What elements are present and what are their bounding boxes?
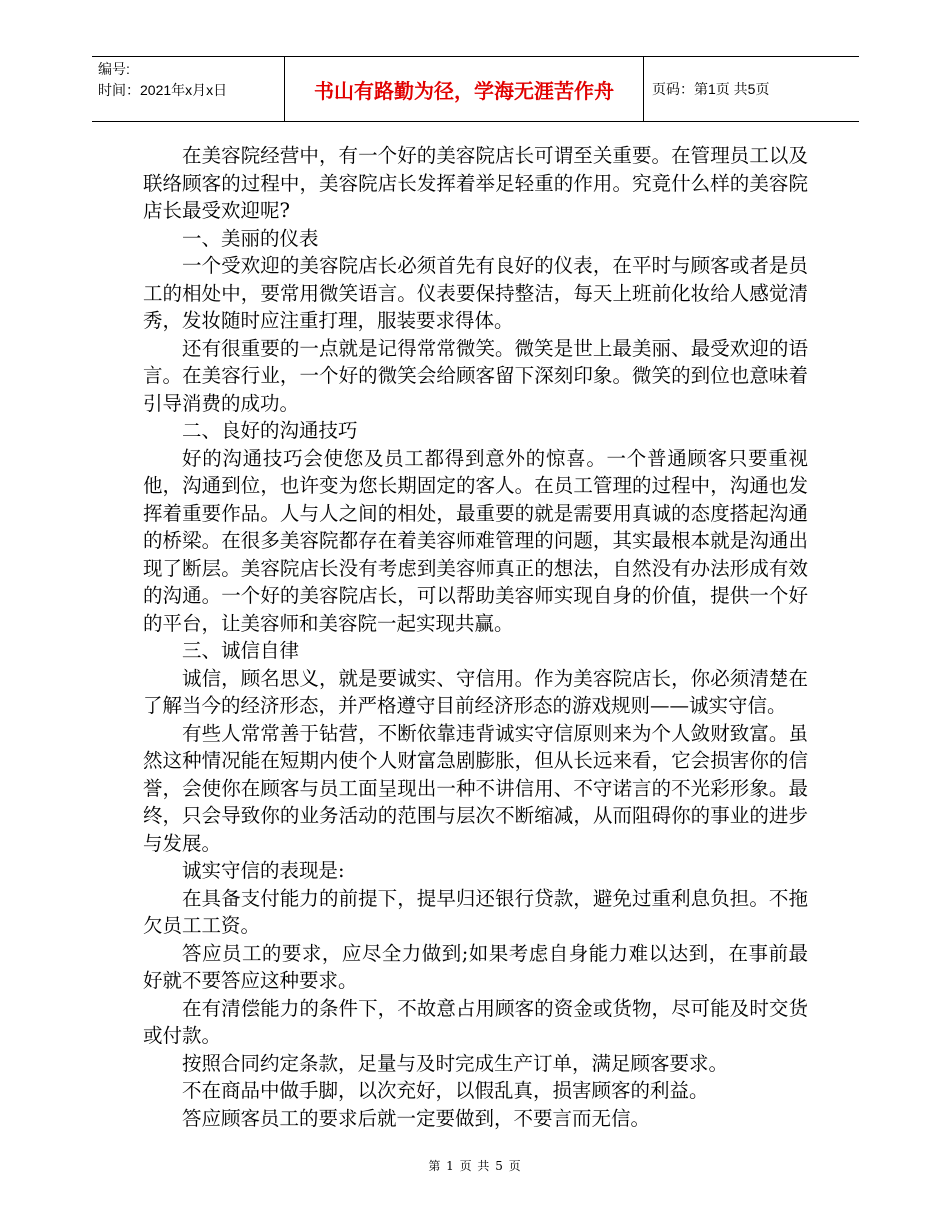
paragraph: 在具备支付能力的前提下，提早归还银行贷款，避免过重利息负担。不拖欠员工工资。 bbox=[143, 886, 808, 937]
section-heading: 一、美丽的仪表 bbox=[182, 226, 319, 250]
paragraph: 在美容院经营中，有一个好的美容院店长可谓至关重要。在管理员工以及联络顾客的过程中，美容院店长发挥着举足轻重的作用。究竟什么样的美容院店长最受欢迎呢? bbox=[143, 144, 808, 222]
section-heading: 二、良好的沟通技巧 bbox=[182, 419, 358, 442]
section-heading: 三、诚信自律 bbox=[182, 639, 300, 662]
header-motto: 书山有路勤为径，学海无涯苦作舟 bbox=[284, 57, 644, 121]
body-text bbox=[143, 142, 808, 1132]
paragraph: 还有很重要的一点就是记得常常微笑。微笑是世上最美丽、最受欢迎的语言。在美容行业，一个好的微笑会给顾客留下深刻印象。微笑的到位也意味着引导消费的成功。 bbox=[143, 336, 808, 415]
paragraph: 在有清偿能力的条件下，不故意占用顾客的资金或货物，尽可能及时交货或付款。 bbox=[143, 996, 808, 1047]
paragraph: 答应员工的要求，应尽全力做到;如果考虑自身能力难以达到，在事前最好就不要答应这种要求。 bbox=[143, 941, 808, 992]
paragraph: 有些人常常善于钻营，不断依靠违背诚实守信原则来为个人敛财致富。虽然这种情况能在短期内使个人财富急剧膨胀，但从长远来看，它会损害你的信誉，会使你在顾客与员工面呈现出一种不讲信用、不守诺言的不光彩形象。最终，只会导致你的业务活动的范围与层次不断缩减，从而阻碍你的事业的进步与发展。 bbox=[143, 721, 808, 855]
header-meta bbox=[92, 57, 284, 121]
paragraph: 按照合同约定条款，足量与及时完成生产订单，满足顾客要求。 bbox=[182, 1051, 729, 1075]
paragraph: 不在商品中做手脚，以次充好，以假乱真，损害顾客的利益。 bbox=[182, 1079, 709, 1102]
page-header bbox=[92, 56, 859, 122]
paragraph: 诚实守信的表现是: bbox=[182, 859, 345, 882]
number-label: 编号: bbox=[98, 61, 130, 77]
time-label: 时间：2021年x月x日 bbox=[98, 82, 228, 98]
header-page-info: 页码：第1页 共5页 bbox=[652, 81, 770, 97]
paragraph: 答应顾客员工的要求后就一定要做到，不要言而无信。 bbox=[182, 1106, 651, 1130]
paragraph: 好的沟通技巧会使您及员工都得到意外的惊喜。一个普通顾客只要重视他，沟通到位，也许变为您长期固定的客人。在员工管理的过程中，沟通也发挥着重要作品。人与人之间的相处，最重要的就是需要用真诚的态度搭起沟通的桥梁。在很多美容院都存在着美容师难管理的问题，其实最根本就是沟通出现了断层。美容院店长没有考虑到美容师真正的想法，自然没有办法形成有效的沟通。一个好的美容院店长，可以帮助美容师实现自身的价值，提供一个好的平台，让美容师和美容院一起实现共赢。 bbox=[143, 446, 808, 635]
page-footer: 第 1 页 共 5 页 bbox=[428, 1159, 522, 1173]
paragraph: 诚信，顾名思义，就是要诚实、守信用。作为美容院店长，你必须清楚在了解当今的经济形态，并严格遵守目前经济形态的游戏规则——诚实守信。 bbox=[143, 666, 808, 717]
paragraph: 一个受欢迎的美容院店长必须首先有良好的仪表，在平时与顾客或者是员工的相处中，要常用微笑语言。仪表要保持整洁，每天上班前化妆给人感觉清秀，发妆随时应注重打理，服装要求得体。 bbox=[143, 254, 808, 332]
